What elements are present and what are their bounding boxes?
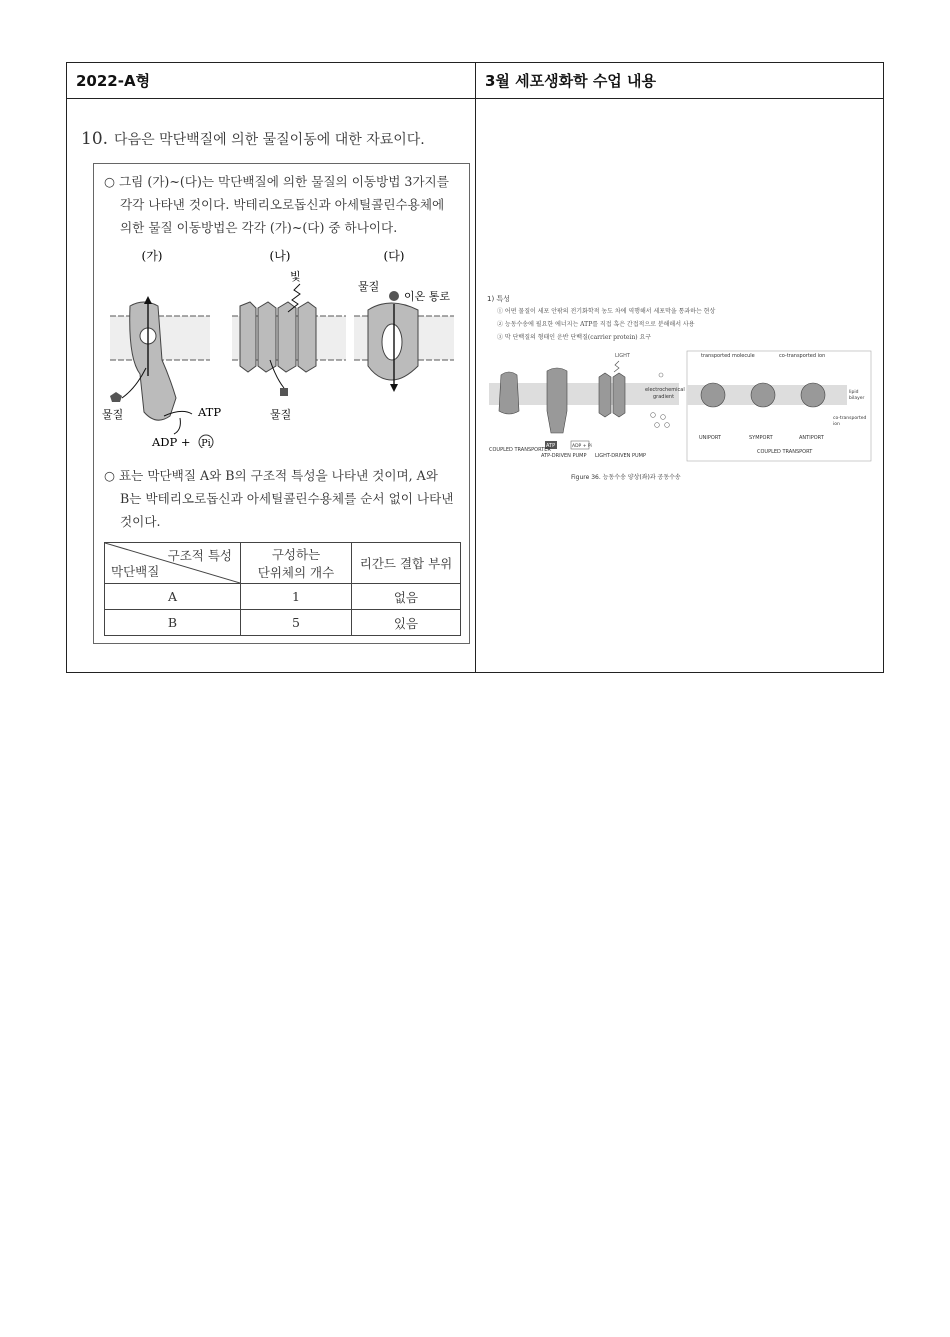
panel-label-ga: (가)	[141, 249, 163, 263]
label-light-pump: LIGHT-DRIVEN PUMP	[595, 453, 647, 459]
symport-protein	[751, 383, 775, 407]
gradient-text: gradient	[653, 394, 675, 400]
lipid-label: lipid	[849, 390, 859, 395]
co-ion-label: co-transported	[833, 416, 867, 421]
question-text: 다음은 막단백질에 의한 물질이동에 대한 자료이다.	[114, 132, 425, 148]
label-uniport: UNIPORT	[699, 435, 721, 441]
label-atp-pump: ATP-DRIVEN PUMP	[541, 453, 587, 459]
text-line: 의한 물질 이동방법은 각각 (가)~(다) 중 하나이다.	[120, 220, 398, 235]
text-line: ○ 그림 (가)~(다)는 막단백질에 의한 물질의 이동방법 3가지를	[104, 174, 449, 189]
col-header-line: 단위체의 개수	[257, 565, 335, 580]
text-line: B는 박테리오로돕신과 아세틸콜린수용체를 순서 없이 나타낸	[120, 491, 454, 506]
panel-label-da: (다)	[383, 249, 405, 263]
row-site: 없음	[352, 584, 461, 610]
question-stem	[81, 129, 425, 149]
ion-channel-label: 이온 통로	[404, 290, 451, 303]
atp-text: ATP	[546, 443, 556, 449]
lecture-figure	[487, 293, 873, 483]
row-count: 5	[241, 610, 352, 636]
question-number: 10.	[81, 129, 109, 149]
substance-label-ga: 물질	[102, 408, 124, 421]
substance-square	[280, 388, 288, 396]
substance-label-na: 물질	[270, 408, 292, 421]
lipid-label: bilayer	[849, 396, 865, 401]
adp-text: ADP + Pi	[572, 444, 592, 449]
text-line: ○ 표는 막단백질 A와 B의 구조적 특성을 나타낸 것이며, A와	[104, 468, 438, 483]
transport-figure	[100, 248, 464, 448]
co-ion-label: ion	[833, 422, 840, 427]
transported-label: transported molecule	[701, 353, 755, 359]
arrowhead	[144, 296, 152, 304]
lecture-line: ③ 막 단백질의 형태인 운반 단백질(carrier protein) 요구	[497, 334, 652, 341]
light-text: LIGHT	[615, 353, 630, 359]
coupled-transporter	[499, 372, 519, 414]
corner-bottom: 막단백질	[111, 564, 160, 579]
adp-label: ADP +	[152, 435, 191, 448]
row-name: B	[105, 610, 241, 636]
atp-label: ATP	[198, 405, 222, 419]
col-unit-count	[241, 543, 352, 584]
table-row	[105, 610, 461, 636]
label-coupled-transport: COUPLED TRANSPORT	[757, 449, 813, 455]
gradient-text: electrochemical	[645, 387, 685, 393]
uniport-protein	[701, 383, 725, 407]
bullet-figure-intro	[104, 170, 459, 239]
row-site: 있음	[352, 610, 461, 636]
text-line: 것이다.	[120, 514, 161, 529]
light-pump-protein	[240, 302, 316, 372]
column-divider	[475, 63, 476, 672]
substance-label-da: 물질	[358, 280, 380, 293]
arrowhead	[390, 384, 398, 392]
col-ligand-site: 리간드 결합 부위	[352, 543, 461, 584]
channel-pore	[382, 324, 402, 360]
lecture-heading: 1) 특성	[487, 295, 510, 303]
table-row	[105, 584, 461, 610]
label-coupled-transporter: COUPLED TRANSPORTER	[489, 447, 551, 453]
co-transported-label: co-transported ion	[779, 353, 826, 359]
adp-arrow	[174, 418, 180, 434]
atp-driven-pump	[547, 368, 567, 433]
corner-cell	[105, 543, 241, 584]
lecture-line: ① 어떤 물질이 세포 안팎의 전기화학적 농도 차에 역행해서 세포막을 통과하는 현상	[497, 308, 716, 315]
label-antiport: ANTIPORT	[799, 435, 824, 441]
figure-caption: Figure 36. 능동수송 양상(좌)과 공동수송	[571, 474, 681, 481]
light-squiggle	[614, 361, 619, 372]
bullet-table-intro	[104, 464, 459, 533]
lecture-line: ② 능동수송에 필요한 에너지는 ATP를 직접 혹은 간접적으로 분해해서 사용	[497, 321, 695, 328]
label-symport: SYMPORT	[749, 435, 773, 441]
row-count: 1	[241, 584, 352, 610]
comparison-table	[66, 62, 884, 673]
header-exam: 2022-A형	[67, 63, 476, 99]
question-box	[93, 163, 470, 644]
protein-table	[104, 542, 461, 636]
panel-label-na: (나)	[269, 249, 291, 263]
substance-pentagon	[110, 392, 122, 402]
col-header-line: 구성하는	[271, 547, 321, 562]
light-label: 빛	[290, 270, 301, 283]
corner-top: 구조적 특성	[167, 548, 232, 563]
row-name: A	[105, 584, 241, 610]
header-lecture: 3월 세포생화학 수업 내용	[476, 63, 883, 99]
text-line: 각각 나타낸 것이다. 박테리오로돕신과 아세틸콜린수용체에	[120, 197, 445, 212]
antiport-protein	[801, 383, 825, 407]
pi-label: Pi	[201, 438, 211, 448]
substance-dot	[389, 291, 399, 301]
